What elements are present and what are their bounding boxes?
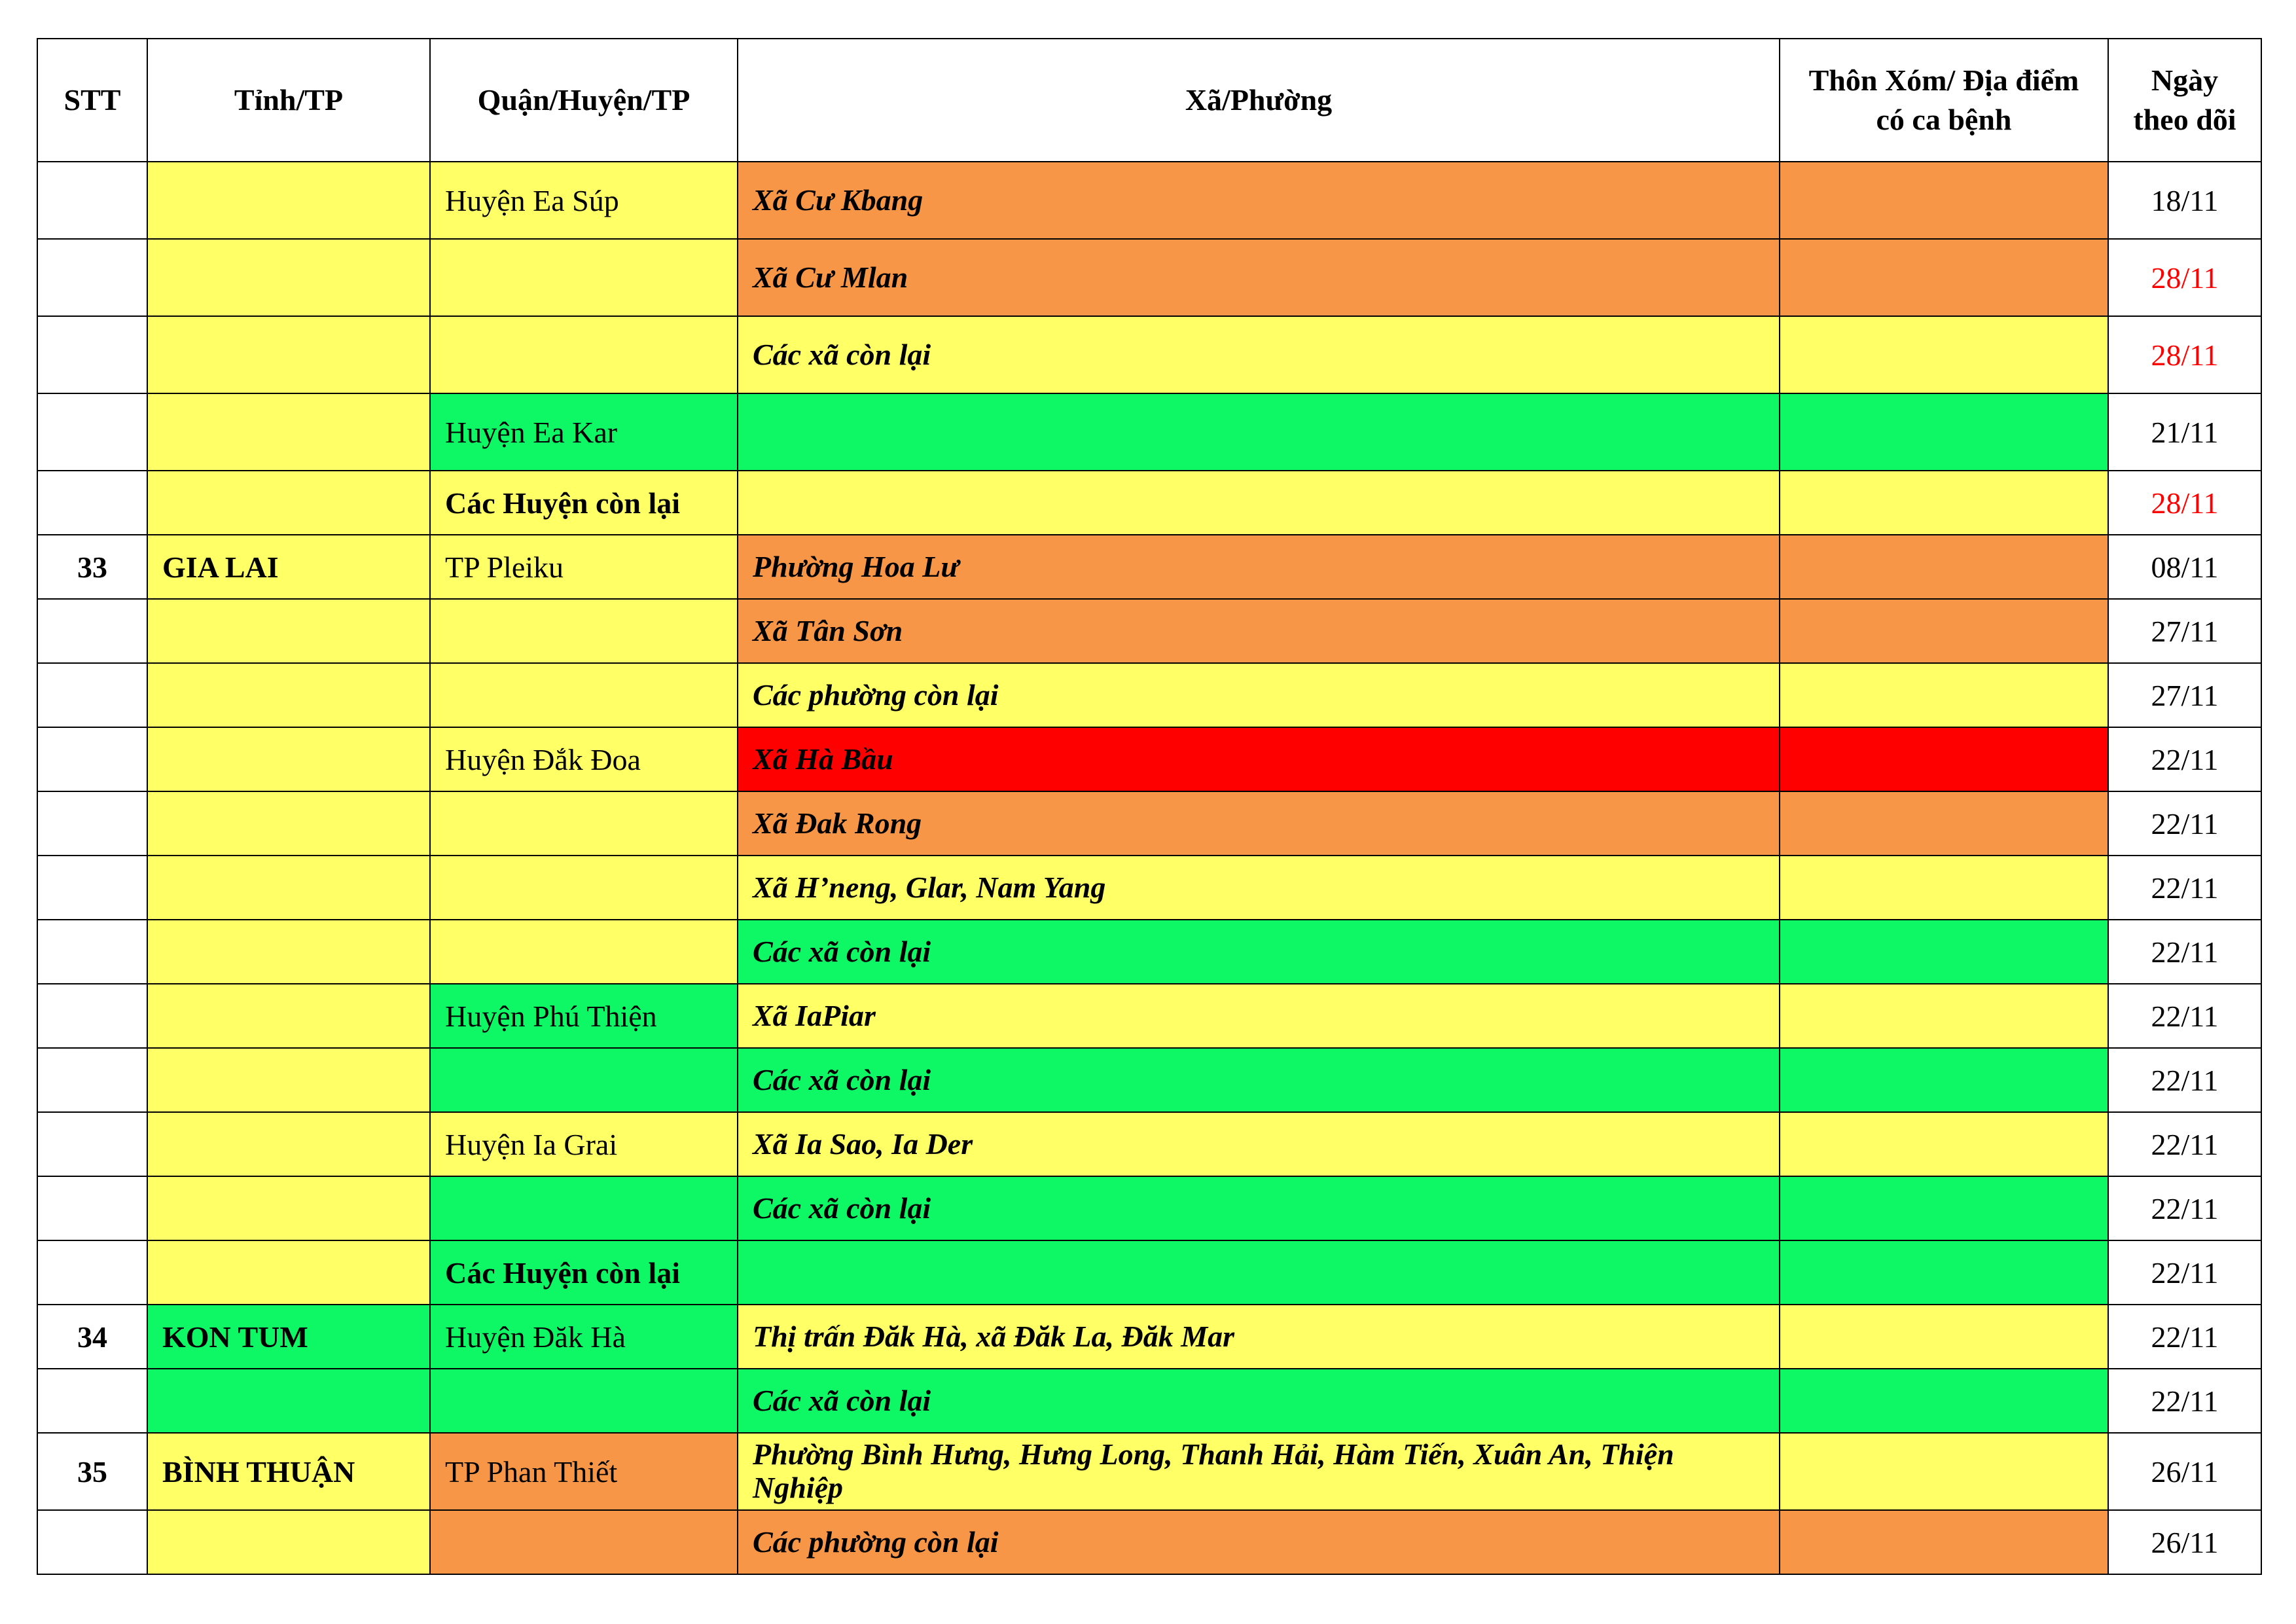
province-cell bbox=[147, 599, 430, 663]
commune-cell: Xã Cư Kbang bbox=[738, 162, 1780, 239]
stt-cell bbox=[37, 471, 147, 535]
district-cell bbox=[430, 599, 738, 663]
district-cell bbox=[430, 791, 738, 856]
district-cell: Các Huyện còn lại bbox=[430, 471, 738, 535]
table-row bbox=[37, 599, 2261, 663]
district-cell: Huyện Ea Kar bbox=[430, 393, 738, 471]
district-cell: Huyện Đăk Hà bbox=[430, 1305, 738, 1369]
district-cell: Huyện Ea Súp bbox=[430, 162, 738, 239]
district-cell: TP Phan Thiết bbox=[430, 1433, 738, 1510]
province-cell bbox=[147, 1176, 430, 1240]
table-row bbox=[37, 535, 2261, 599]
hamlet-cell bbox=[1780, 316, 2108, 393]
commune-cell: Phường Bình Hưng, Hưng Long, Thanh Hải, Hàm Tiến, Xuân An, Thiện Nghiệp bbox=[738, 1433, 1780, 1510]
hamlet-cell bbox=[1780, 1305, 2108, 1369]
district-cell bbox=[430, 1048, 738, 1112]
hamlet-cell bbox=[1780, 1369, 2108, 1433]
province-cell bbox=[147, 1112, 430, 1176]
commune-cell bbox=[738, 1240, 1780, 1305]
table-row bbox=[37, 1369, 2261, 1433]
date-cell: 28/11 bbox=[2108, 239, 2261, 316]
date-cell: 28/11 bbox=[2108, 316, 2261, 393]
commune-cell: Các phường còn lại bbox=[738, 663, 1780, 727]
table-row bbox=[37, 316, 2261, 393]
table-row bbox=[37, 162, 2261, 239]
hamlet-cell bbox=[1780, 1176, 2108, 1240]
stt-cell bbox=[37, 316, 147, 393]
district-cell: Các Huyện còn lại bbox=[430, 1240, 738, 1305]
covid-zone-table bbox=[37, 38, 2262, 1575]
hamlet-cell bbox=[1780, 984, 2108, 1048]
stt-cell bbox=[37, 1048, 147, 1112]
commune-cell: Các xã còn lại bbox=[738, 316, 1780, 393]
commune-cell: Các xã còn lại bbox=[738, 920, 1780, 984]
date-cell: 22/11 bbox=[2108, 1176, 2261, 1240]
commune-cell: Xã Ia Sao, Ia Der bbox=[738, 1112, 1780, 1176]
stt-cell bbox=[37, 663, 147, 727]
header-commune: Xã/Phường bbox=[738, 39, 1780, 162]
province-cell: GIA LAI bbox=[147, 535, 430, 599]
date-cell: 21/11 bbox=[2108, 393, 2261, 471]
table-row bbox=[37, 920, 2261, 984]
date-cell: 27/11 bbox=[2108, 663, 2261, 727]
commune-cell: Các phường còn lại bbox=[738, 1510, 1780, 1574]
district-cell bbox=[430, 1176, 738, 1240]
province-cell bbox=[147, 1240, 430, 1305]
table-row bbox=[37, 1433, 2261, 1510]
table-row bbox=[37, 1048, 2261, 1112]
stt-cell: 34 bbox=[37, 1305, 147, 1369]
commune-cell: Xã H’neng, Glar, Nam Yang bbox=[738, 856, 1780, 920]
stt-cell bbox=[37, 393, 147, 471]
table-row bbox=[37, 1240, 2261, 1305]
hamlet-cell bbox=[1780, 599, 2108, 663]
date-cell: 26/11 bbox=[2108, 1433, 2261, 1510]
commune-cell: Xã Đak Rong bbox=[738, 791, 1780, 856]
commune-cell: Các xã còn lại bbox=[738, 1176, 1780, 1240]
district-cell bbox=[430, 1369, 738, 1433]
district-cell: TP Pleiku bbox=[430, 535, 738, 599]
district-cell bbox=[430, 920, 738, 984]
hamlet-cell bbox=[1780, 535, 2108, 599]
stt-cell bbox=[37, 727, 147, 791]
hamlet-cell bbox=[1780, 920, 2108, 984]
commune-cell: Xã IaPiar bbox=[738, 984, 1780, 1048]
commune-cell: Các xã còn lại bbox=[738, 1048, 1780, 1112]
province-cell: KON TUM bbox=[147, 1305, 430, 1369]
stt-cell bbox=[37, 1369, 147, 1433]
stt-cell bbox=[37, 1510, 147, 1574]
stt-cell bbox=[37, 162, 147, 239]
date-cell: 22/11 bbox=[2108, 1112, 2261, 1176]
header-province: Tỉnh/TP bbox=[147, 39, 430, 162]
hamlet-cell bbox=[1780, 1510, 2108, 1574]
table-row bbox=[37, 1305, 2261, 1369]
commune-cell: Xã Cư Mlan bbox=[738, 239, 1780, 316]
date-cell: 08/11 bbox=[2108, 535, 2261, 599]
commune-cell bbox=[738, 393, 1780, 471]
stt-cell bbox=[37, 984, 147, 1048]
province-cell bbox=[147, 727, 430, 791]
header-hamlet: Thôn Xóm/ Địa điểm có ca bệnh bbox=[1780, 39, 2108, 162]
district-cell: Huyện Phú Thiện bbox=[430, 984, 738, 1048]
header-row bbox=[37, 39, 2261, 162]
district-cell bbox=[430, 663, 738, 727]
table-row bbox=[37, 663, 2261, 727]
commune-cell: Xã Hà Bầu bbox=[738, 727, 1780, 791]
commune-cell bbox=[738, 471, 1780, 535]
district-cell: Huyện Đắk Đoa bbox=[430, 727, 738, 791]
table-row bbox=[37, 1112, 2261, 1176]
stt-cell bbox=[37, 1176, 147, 1240]
date-cell: 22/11 bbox=[2108, 920, 2261, 984]
province-cell bbox=[147, 1369, 430, 1433]
hamlet-cell bbox=[1780, 239, 2108, 316]
hamlet-cell bbox=[1780, 1112, 2108, 1176]
date-cell: 27/11 bbox=[2108, 599, 2261, 663]
stt-cell bbox=[37, 1240, 147, 1305]
province-cell bbox=[147, 984, 430, 1048]
header-stt: STT bbox=[37, 39, 147, 162]
hamlet-cell bbox=[1780, 1240, 2108, 1305]
province-cell bbox=[147, 920, 430, 984]
date-cell: 22/11 bbox=[2108, 1369, 2261, 1433]
district-cell bbox=[430, 316, 738, 393]
commune-cell: Phường Hoa Lư bbox=[738, 535, 1780, 599]
province-cell bbox=[147, 393, 430, 471]
hamlet-cell bbox=[1780, 856, 2108, 920]
table-row bbox=[37, 856, 2261, 920]
district-cell bbox=[430, 1510, 738, 1574]
commune-cell: Các xã còn lại bbox=[738, 1369, 1780, 1433]
province-cell bbox=[147, 663, 430, 727]
stt-cell bbox=[37, 856, 147, 920]
province-cell: BÌNH THUẬN bbox=[147, 1433, 430, 1510]
table-row bbox=[37, 393, 2261, 471]
date-cell: 22/11 bbox=[2108, 1048, 2261, 1112]
district-cell bbox=[430, 856, 738, 920]
province-cell bbox=[147, 239, 430, 316]
table-row bbox=[37, 1510, 2261, 1574]
district-cell bbox=[430, 239, 738, 316]
date-cell: 22/11 bbox=[2108, 1305, 2261, 1369]
table-row bbox=[37, 471, 2261, 535]
table-row bbox=[37, 984, 2261, 1048]
date-cell: 22/11 bbox=[2108, 984, 2261, 1048]
date-cell: 22/11 bbox=[2108, 856, 2261, 920]
stt-cell: 33 bbox=[37, 535, 147, 599]
province-cell bbox=[147, 162, 430, 239]
hamlet-cell bbox=[1780, 1048, 2108, 1112]
header-date: Ngày theo dõi bbox=[2108, 39, 2261, 162]
header-district: Quận/Huyện/TP bbox=[430, 39, 738, 162]
date-cell: 22/11 bbox=[2108, 1240, 2261, 1305]
province-cell bbox=[147, 856, 430, 920]
date-cell: 22/11 bbox=[2108, 727, 2261, 791]
stt-cell: 35 bbox=[37, 1433, 147, 1510]
hamlet-cell bbox=[1780, 393, 2108, 471]
province-cell bbox=[147, 1510, 430, 1574]
hamlet-cell bbox=[1780, 727, 2108, 791]
date-cell: 22/11 bbox=[2108, 791, 2261, 856]
stt-cell bbox=[37, 920, 147, 984]
district-cell: Huyện Ia Grai bbox=[430, 1112, 738, 1176]
table-row bbox=[37, 1176, 2261, 1240]
commune-cell: Xã Tân Sơn bbox=[738, 599, 1780, 663]
hamlet-cell bbox=[1780, 162, 2108, 239]
stt-cell bbox=[37, 791, 147, 856]
hamlet-cell bbox=[1780, 471, 2108, 535]
table-row bbox=[37, 791, 2261, 856]
date-cell: 28/11 bbox=[2108, 471, 2261, 535]
hamlet-cell bbox=[1780, 791, 2108, 856]
hamlet-cell bbox=[1780, 1433, 2108, 1510]
province-cell bbox=[147, 791, 430, 856]
hamlet-cell bbox=[1780, 663, 2108, 727]
stt-cell bbox=[37, 599, 147, 663]
province-cell bbox=[147, 471, 430, 535]
date-cell: 18/11 bbox=[2108, 162, 2261, 239]
province-cell bbox=[147, 1048, 430, 1112]
stt-cell bbox=[37, 1112, 147, 1176]
table-row bbox=[37, 239, 2261, 316]
province-cell bbox=[147, 316, 430, 393]
commune-cell: Thị trấn Đăk Hà, xã Đăk La, Đăk Mar bbox=[738, 1305, 1780, 1369]
table-row bbox=[37, 727, 2261, 791]
stt-cell bbox=[37, 239, 147, 316]
date-cell: 26/11 bbox=[2108, 1510, 2261, 1574]
